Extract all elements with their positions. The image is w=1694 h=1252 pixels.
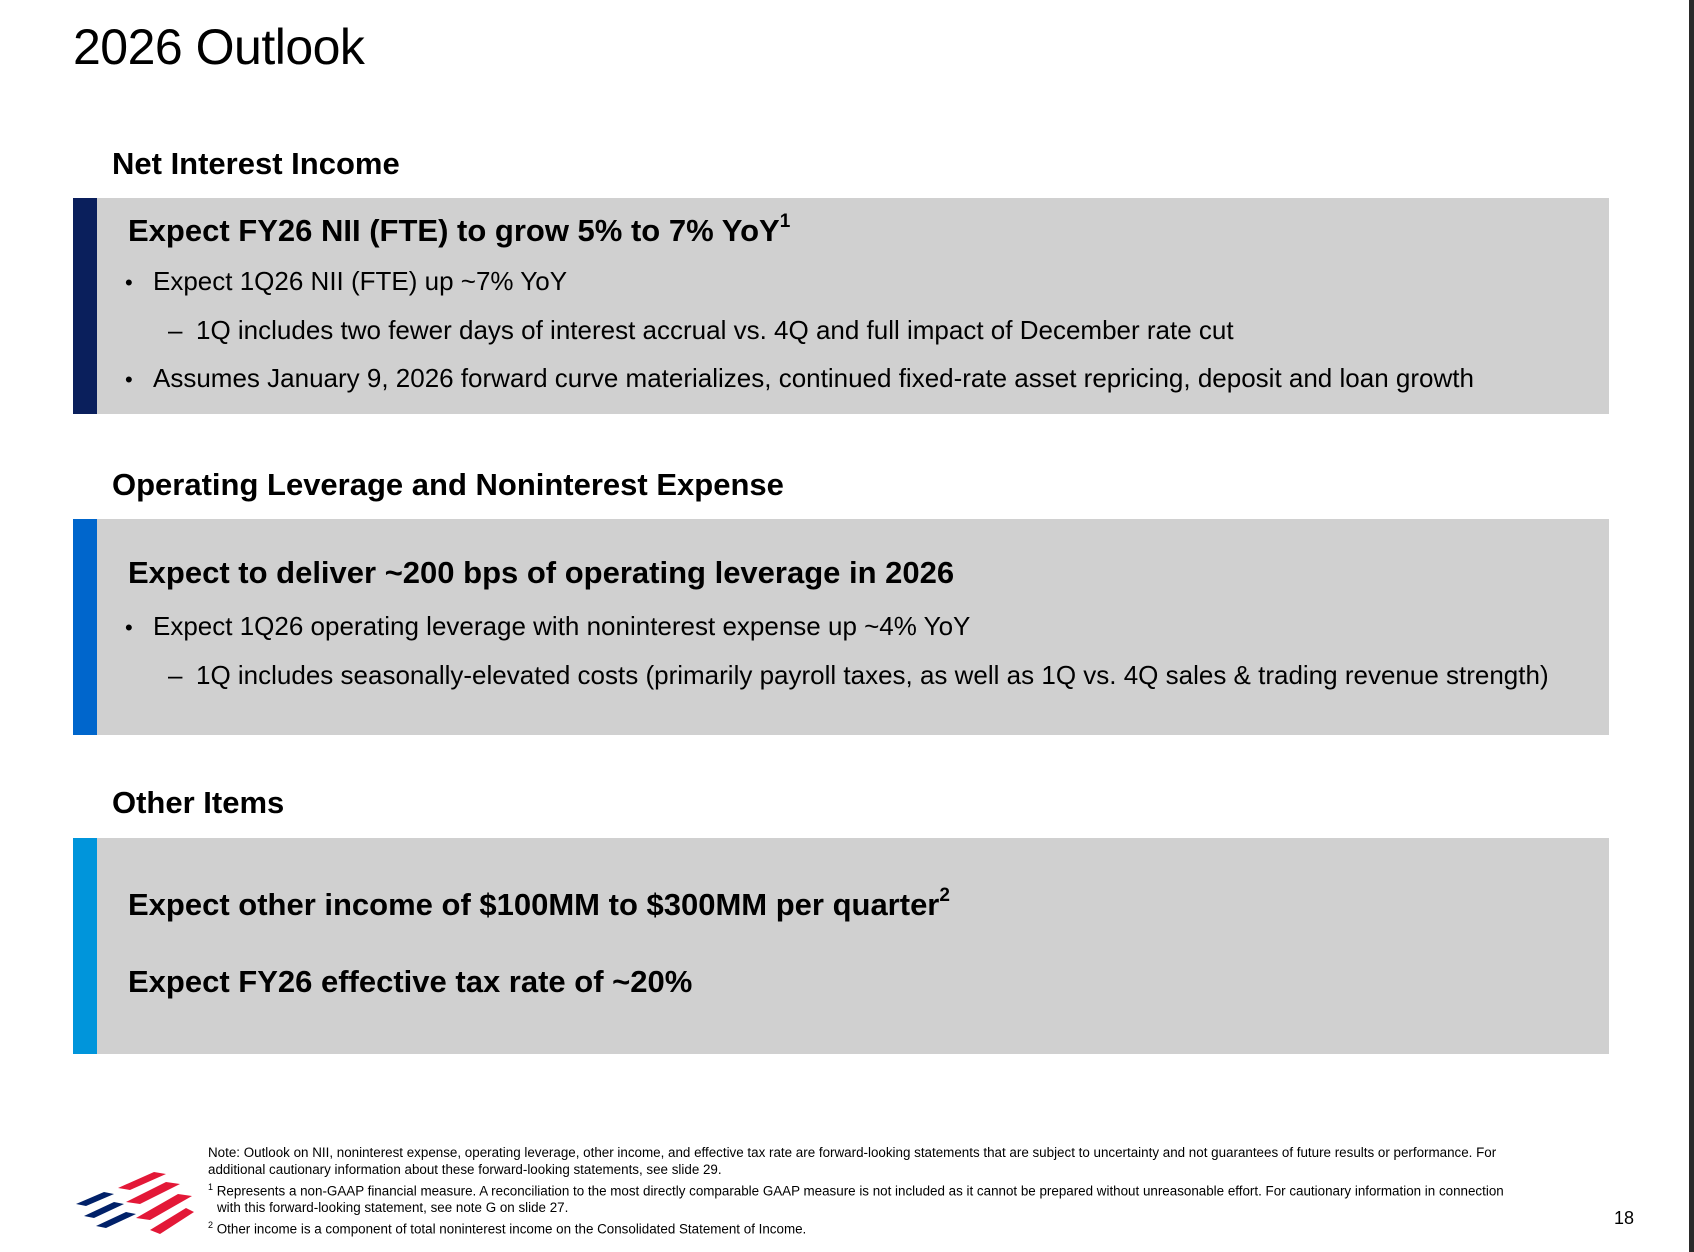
page-number: 18 — [1614, 1208, 1635, 1228]
other-headline-2: Expect FY26 effective tax rate of ~20% — [128, 964, 693, 999]
opex-bullet-1: • Expect 1Q26 operating leverage with noninterest expense up ~4% YoY — [125, 611, 971, 641]
nii-headline: Expect FY26 NII (FTE) to grow 5% to 7% YoY$^1$ — [128, 211, 791, 248]
footnote-2: $^2$ Other income is a component of total noninterest income on the Consolidated Statement of Income. — [208, 1219, 807, 1237]
section-heading-opex: Operating Leverage and Noninterest Expense — [112, 467, 784, 502]
nii-panel — [73, 198, 1609, 414]
opex-headline: Expect to deliver ~200 bps of operating leverage in 2026 — [128, 555, 955, 590]
page-title: 2026 Outlook — [73, 19, 365, 75]
footnote-1-continued: with this forward-looking statement, see note G on slide 27. — [217, 1200, 569, 1216]
right-edge-rule — [1689, 0, 1694, 1252]
footnotes — [208, 1144, 1598, 1237]
footnote-ref-1: 1 — [779, 211, 791, 232]
other-panel — [73, 838, 1609, 1054]
footnote-ref-2: 2 — [939, 885, 950, 906]
opex-sub-bullet-1: – 1Q includes seasonally-elevated costs (primarily payroll taxes, as well as 1Q vs. 4Q sales & trading revenue strength) — [168, 660, 1549, 690]
other-accent-bar — [73, 838, 97, 1054]
nii-bullet-1: • Expect 1Q26 NII (FTE) up ~7% YoY — [125, 266, 568, 296]
nii-accent-bar — [73, 198, 97, 414]
note-line-2: additional cautionary information about these forward-looking statements, see slide 29. — [208, 1162, 722, 1178]
nii-sub-bullet-1: – 1Q includes two fewer days of interest accrual vs. 4Q and full impact of December rate cut — [168, 315, 1234, 345]
flag-logo-icon — [74, 1168, 194, 1236]
opex-panel — [73, 519, 1609, 735]
note-line-1: Note: Outlook on NII, noninterest expense, operating leverage, other income, and effective tax rate are forward-looking statements that are subject to uncertainty and not guarantees of future results or performance. For — [208, 1145, 1497, 1160]
other-headline-1: Expect other income of $100MM to $300MM per quarter$^2$ — [128, 885, 950, 922]
footnote-1: $^1$ Represents a non-GAAP financial measure. A reconciliation to the most directly comparable GAAP measure is not included as it cannot be prepared without unreasonable effort. For cautionary information in connection — [208, 1181, 1504, 1199]
section-heading-other: Other Items — [112, 785, 285, 820]
opex-accent-bar — [73, 519, 97, 735]
nii-bullet-2: • Assumes January 9, 2026 forward curve materializes, continued fixed-rate asset repricing, deposit and loan growth — [125, 363, 1474, 393]
section-heading-nii: Net Interest Income — [112, 146, 400, 181]
